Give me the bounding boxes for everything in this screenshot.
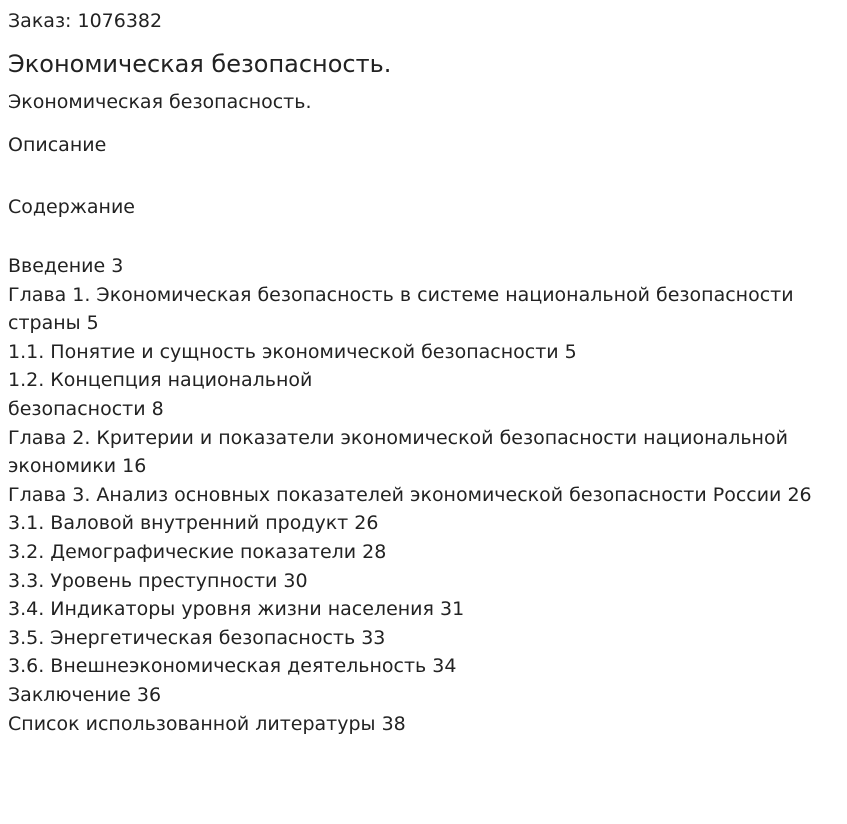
toc-item-3-4: 3.4. Индикаторы уровня жизни населения 31 [8, 598, 465, 621]
toc-item-3-3: 3.3. Уровень преступности 30 [8, 569, 308, 592]
toc-item-3-1: 3.1. Валовой внутренний продукт 26 [8, 512, 379, 535]
toc-item-3-2: 3.2. Демографические показатели 28 [8, 540, 387, 563]
order-number: Заказ: 1076382 [8, 10, 163, 32]
toc-item-1-1: 1.1. Понятие и сущность экономической безопасности 5 [8, 340, 577, 363]
toc-item-1-2: 1.2. Концепция национальной безопасности 8 [8, 369, 313, 420]
toc-item-3-6: 3.6. Внешнеэкономическая деятельность 34 [8, 655, 457, 678]
description-label: Описание [8, 134, 107, 156]
toc-item-chapter-3: Глава 3. Анализ основных показателей экономической безопасности России 26 [8, 483, 812, 506]
toc-item-conclusion: Заключение 36 [8, 683, 162, 706]
page-subtitle: Экономическая безопасность. [8, 91, 312, 113]
toc-item-introduction: Введение 3 [8, 255, 124, 277]
toc-item-bibliography: Список использованной литературы 38 [8, 712, 406, 735]
contents-heading: Содержание [8, 196, 135, 218]
toc-item-chapter-2: Глава 2. Критерии и показатели экономической безопасности национальной экономики 16 [8, 426, 788, 478]
toc-item-3-5: 3.5. Энергетическая безопасность 33 [8, 626, 386, 649]
page-title: Экономическая безопасность. [8, 50, 392, 78]
table-of-contents [8, 252, 839, 738]
toc-item-chapter-1: Глава 1. Экономическая безопасность в системе национальной безопасности страны 5 [8, 283, 794, 335]
